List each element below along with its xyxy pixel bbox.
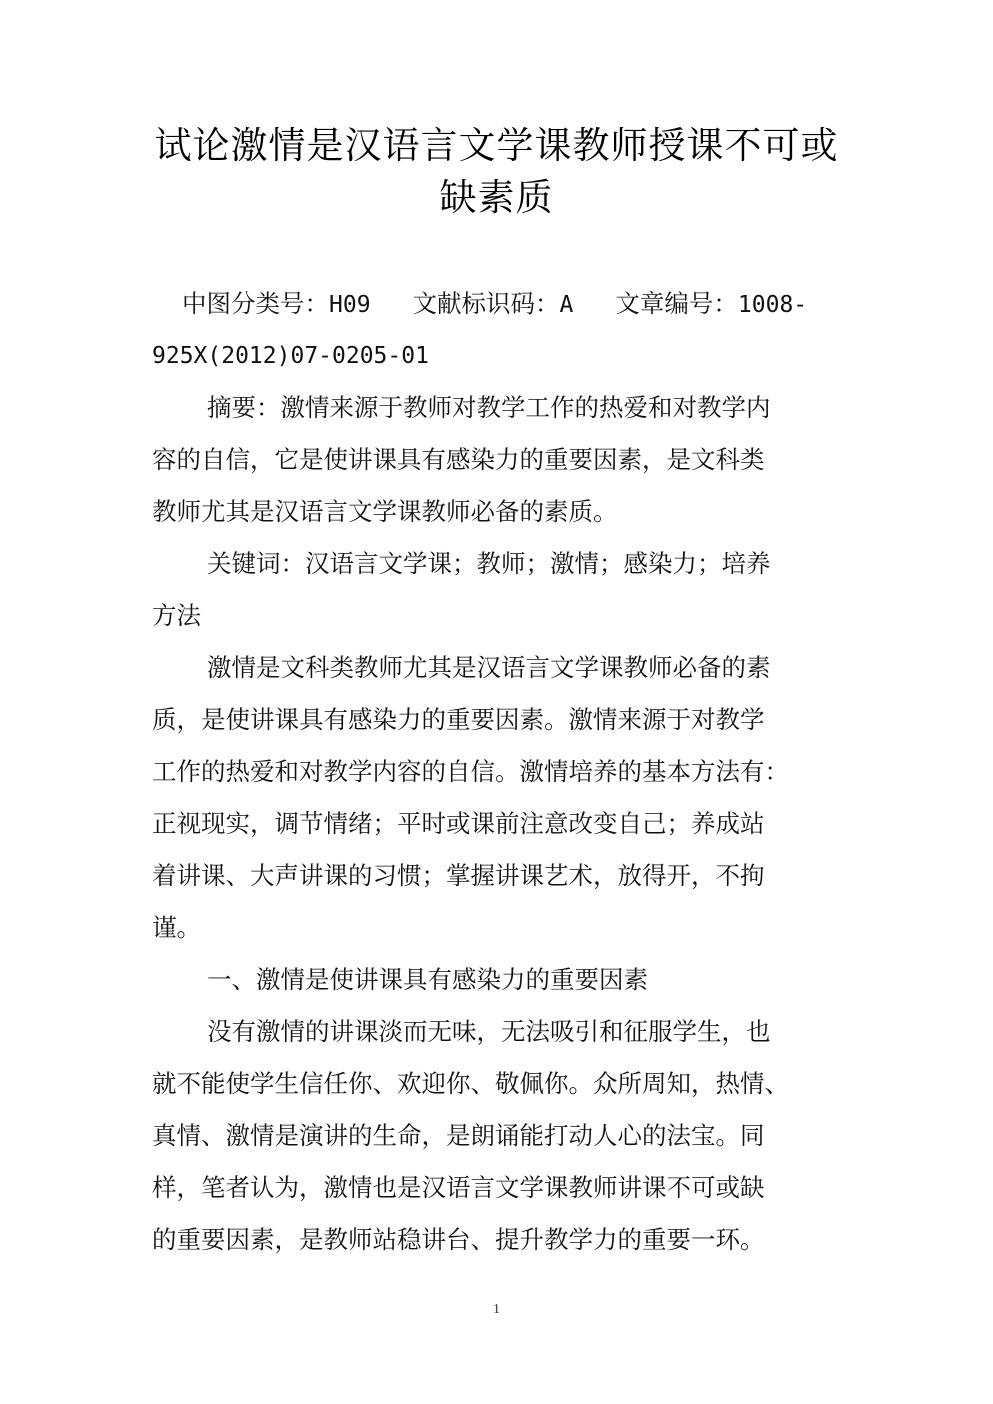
section-line-2: 就不能使学生信任你、欢迎你、敬佩你。众所周知，热情、 bbox=[152, 1069, 789, 1098]
keywords-line-2: 方法 bbox=[152, 601, 201, 630]
title-line-2: 缺素质 bbox=[439, 176, 554, 219]
metadata-line-2: 925X(2012)07-0205-01 bbox=[152, 343, 429, 369]
section-heading: 一、激情是使讲课具有感染力的重要因素 bbox=[207, 965, 648, 994]
title-line-1: 试论激情是汉语言文学课教师授课不可或 bbox=[154, 124, 839, 167]
intro-line-1: 激情是文科类教师尤其是汉语言文学课教师必备的素 bbox=[207, 653, 771, 682]
section-line-1: 没有激情的讲课淡而无味，无法吸引和征服学生，也 bbox=[207, 1017, 771, 1046]
abstract-line-2: 容的自信，它是使讲课具有感染力的重要因素，是文科类 bbox=[152, 445, 765, 474]
intro-line-4: 正视现实，调节情绪；平时或课前注意改变自己；养成站 bbox=[152, 809, 765, 838]
doc-code-value: A bbox=[559, 292, 574, 318]
clc-value: H09 bbox=[329, 292, 371, 318]
article-body bbox=[152, 278, 842, 1266]
keywords-line-1: 关键词：汉语言文学课；教师；激情；感染力；培养 bbox=[207, 549, 771, 578]
intro-line-2: 质，是使讲课具有感染力的重要因素。激情来源于对教学 bbox=[152, 705, 765, 734]
article-number-value-part1: 1008- bbox=[737, 292, 808, 318]
section-line-5: 的重要因素，是教师站稳讲台、提升教学力的重要一环。 bbox=[152, 1225, 765, 1254]
intro-line-6: 谨。 bbox=[152, 913, 201, 942]
doc-code-label: 文献标识码： bbox=[412, 289, 560, 318]
intro-line-3: 工作的热爱和对教学内容的自信。激情培养的基本方法有： bbox=[152, 757, 789, 786]
intro-line-5: 着讲课、大声讲课的习惯；掌握讲课艺术，放得开，不拘 bbox=[152, 861, 765, 890]
article-title bbox=[100, 120, 893, 224]
section-line-3: 真情、激情是演讲的生命，是朗诵能打动人心的法宝。同 bbox=[152, 1121, 765, 1150]
article-number-label: 文章编号： bbox=[615, 289, 738, 318]
metadata-line-1 bbox=[152, 278, 842, 330]
clc-label: 中图分类号： bbox=[182, 289, 329, 318]
abstract-line-1: 摘要：激情来源于教师对教学工作的热爱和对教学内 bbox=[207, 393, 771, 422]
page-number: 1 bbox=[493, 1302, 500, 1317]
section-line-4: 样，笔者认为，激情也是汉语言文学课教师讲课不可或缺 bbox=[152, 1173, 765, 1202]
abstract-line-3: 教师尤其是汉语言文学课教师必备的素质。 bbox=[152, 497, 618, 526]
